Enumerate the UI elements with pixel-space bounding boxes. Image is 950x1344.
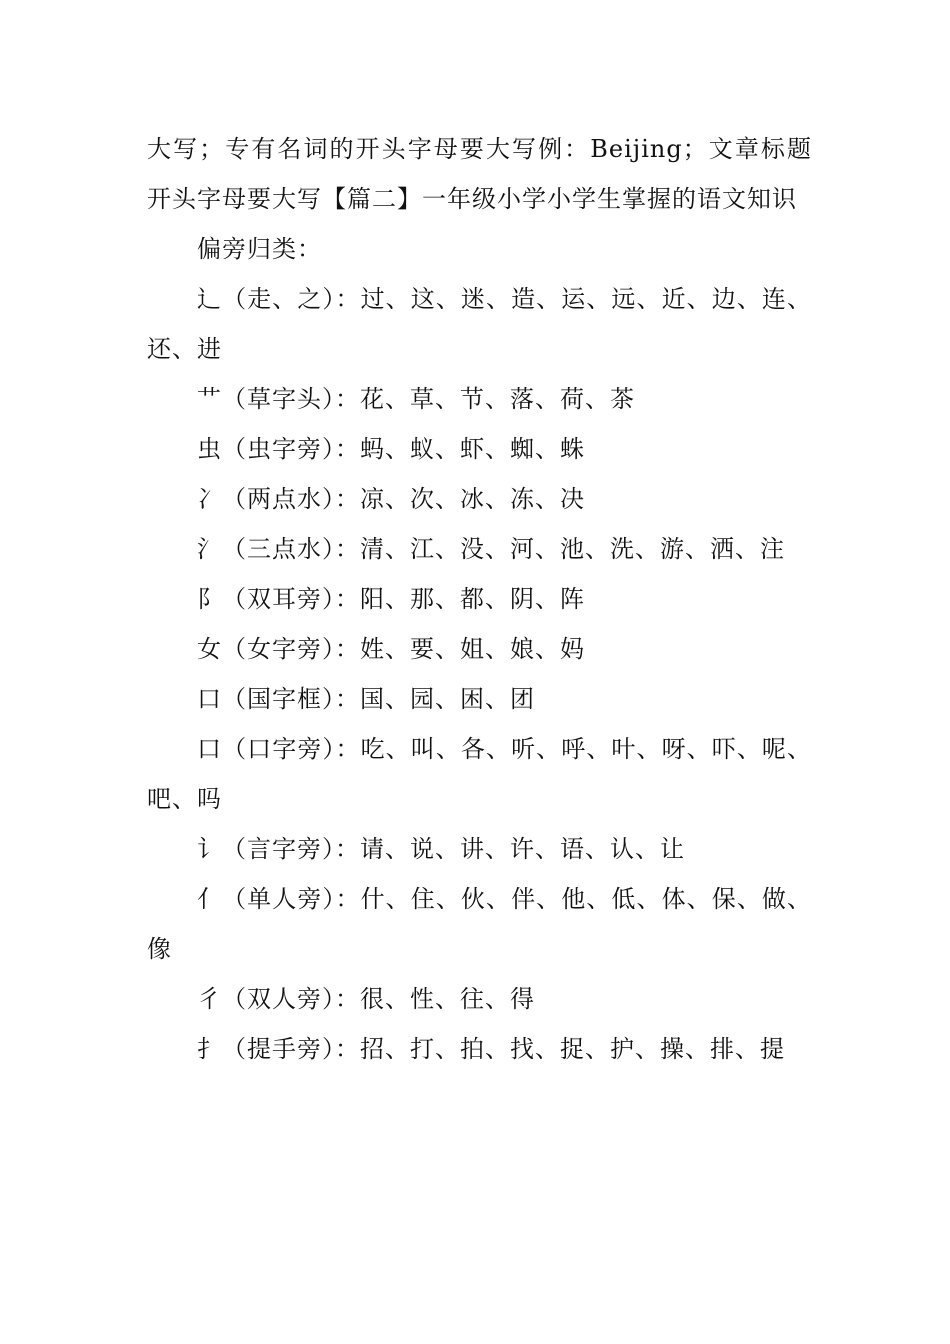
- paragraph-radical-cao: 艹（草字头）：花、草、节、落、荷、茶: [197, 385, 635, 413]
- document-body: [147, 124, 812, 1074]
- paragraph-radical-guozikuang: 口（国字框）：国、园、困、团: [197, 685, 535, 713]
- paragraph-radical-shuangren: 彳（双人旁）：很、性、往、得: [197, 985, 535, 1013]
- paragraph-intro: 大写；专有名词的开头字母要大写例：Beijing；文章标题开头字母要大写【篇二】一年级小学小学生掌握的语文知识: [147, 135, 812, 213]
- paragraph-radical-sandianshui: 氵（三点水）：清、江、没、河、池、洗、游、洒、注: [197, 535, 785, 563]
- paragraph-radical-zou: 辶（走、之）：过、这、迷、造、运、远、近、边、连、还、进: [147, 285, 812, 363]
- paragraph-radical-tishou: 扌（提手旁）：招、打、拍、找、捉、护、操、排、提: [197, 1035, 785, 1063]
- paragraph-radical-liangdianshui: 冫（两点水）：凉、次、冰、冻、决: [197, 485, 585, 513]
- paragraph-radical-shuangerpang: 阝（双耳旁）：阳、那、都、阴、阵: [197, 585, 585, 613]
- paragraph-radical-kou: 口（口字旁）：吃、叫、各、听、呼、叶、呀、吓、呢、吧、吗: [147, 735, 812, 813]
- paragraph-radical-chong: 虫（虫字旁）：蚂、蚁、虾、蜘、蛛: [197, 435, 585, 463]
- paragraph-radical-danren: 亻（单人旁）：什、住、伙、伴、他、低、体、保、做、像: [147, 885, 812, 963]
- paragraph-radical-heading: 偏旁归类：: [197, 235, 322, 263]
- paragraph-radical-nv: 女（女字旁）：姓、要、姐、娘、妈: [197, 635, 585, 663]
- paragraph-radical-yan: 讠（言字旁）：请、说、讲、许、语、认、让: [197, 835, 685, 863]
